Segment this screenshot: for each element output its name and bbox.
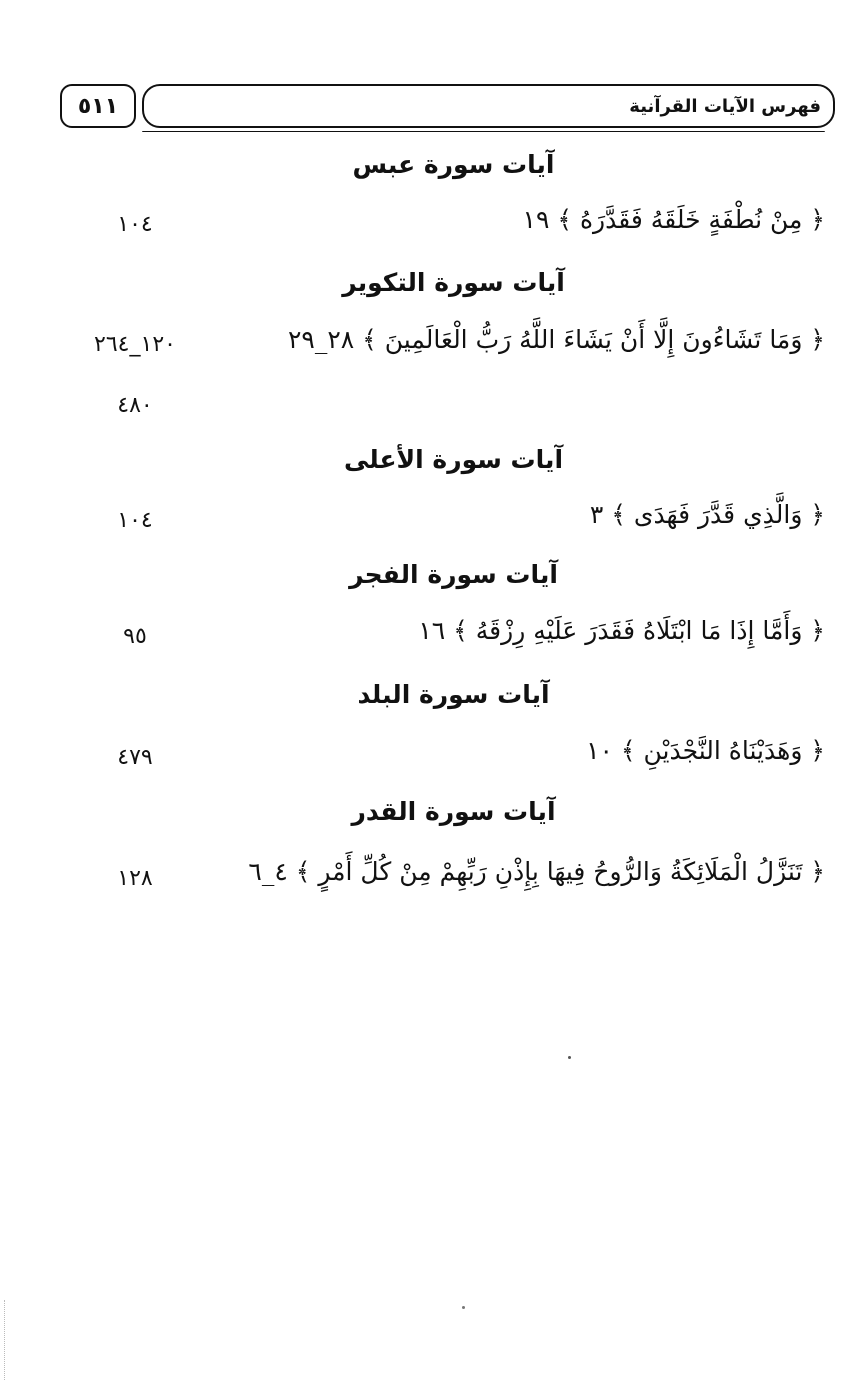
verse-entry: ﴿ وَأَمَّا إِذَا مَا ابْتَلَاهُ فَقَدَرَ عَلَيْهِ رِزْقَهُ ﴾ ١٦ xyxy=(418,616,825,645)
scan-edge xyxy=(4,1300,7,1380)
scan-speck xyxy=(568,1056,571,1059)
verse-entry: ﴿ مِنْ نُطْفَةٍ خَلَقَهُ فَقَدَّرَهُ ﴾ ١٩ xyxy=(522,205,825,234)
section-heading: آيات سورة التكوير xyxy=(342,268,565,297)
section-heading: آيات سورة الأعلى xyxy=(343,445,564,474)
page-header xyxy=(60,84,835,136)
page-reference: ١٢٠_٢٦٤ xyxy=(94,332,176,357)
section-heading: آيات سورة الفجر xyxy=(349,560,558,589)
page-reference: ٩٥ xyxy=(123,624,147,649)
page-reference: ١٢٨ xyxy=(117,866,153,891)
page-reference: ٤٧٩ xyxy=(117,745,153,770)
verse-entry: ﴿ تَنَزَّلُ الْمَلَائِكَةُ وَالرُّوحُ فِيهَا بِإِذْنِ رَبِّهِمْ مِنْ كُلِّ أَمْرٍ ﴾ ٤_٦ xyxy=(248,857,825,886)
section-heading: آيات سورة عبس xyxy=(352,150,555,179)
page-reference: ١٠٤ xyxy=(117,212,153,237)
verse-entry: ﴿ وَمَا تَشَاءُونَ إِلَّا أَنْ يَشَاءَ اللَّهُ رَبُّ الْعَالَمِينَ ﴾ ٢٨_٢٩ xyxy=(287,325,825,354)
running-title: فهرس الآيات القرآنية xyxy=(142,84,835,128)
page-number: ٥١١ xyxy=(60,84,136,128)
section-heading: آيات سورة القدر xyxy=(351,797,556,826)
verse-entry: ﴿ وَهَدَيْنَاهُ النَّجْدَيْنِ ﴾ ١٠ xyxy=(586,736,825,765)
verse-entry: ﴿ وَالَّذِي قَدَّرَ فَهَدَى ﴾ ٣ xyxy=(589,500,825,529)
scan-speck xyxy=(462,1306,465,1309)
page-reference: ١٠٤ xyxy=(117,508,153,533)
section-heading: آيات سورة البلد xyxy=(357,680,550,709)
page-reference: ٤٨٠ xyxy=(117,393,153,418)
